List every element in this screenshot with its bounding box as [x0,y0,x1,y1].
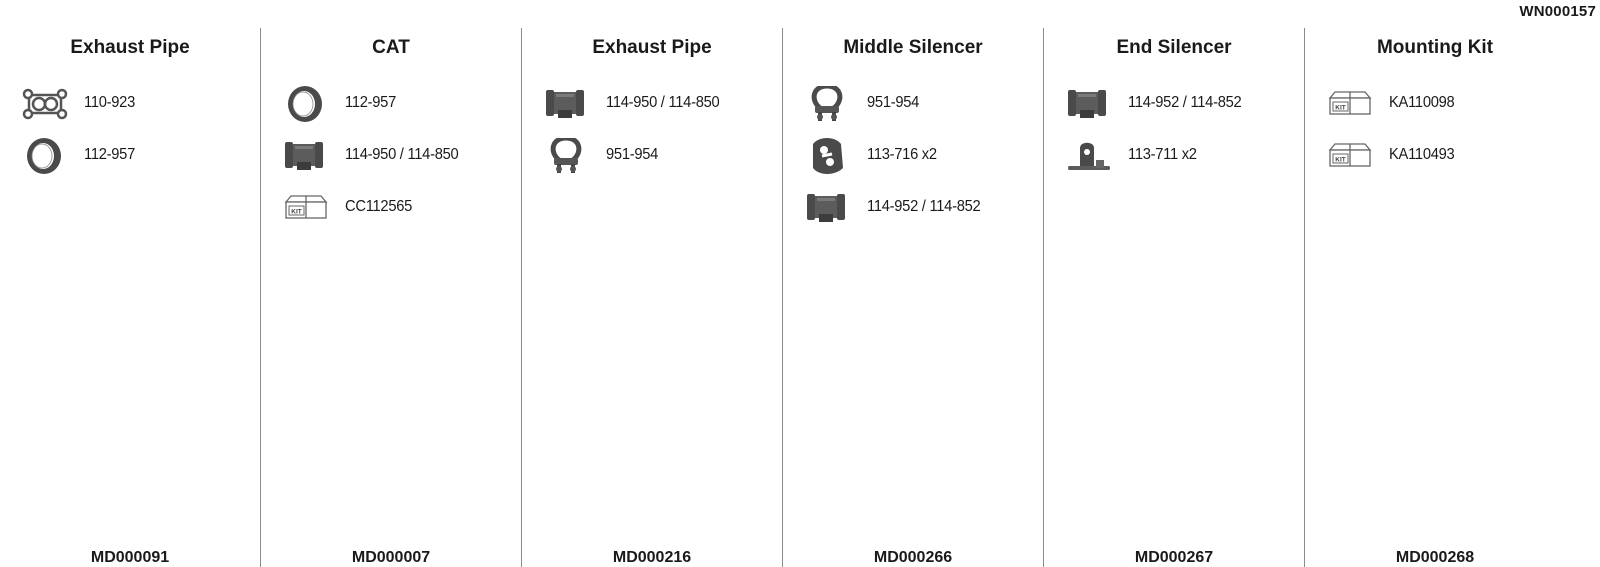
sleeve-clamp-icon [283,138,329,174]
part-item [0,138,260,190]
part-item [783,86,1043,138]
column-code: MD000216 [612,549,692,566]
part-item [1305,86,1565,138]
part-column [260,28,521,567]
column-title: CAT [372,37,410,58]
part-item [261,138,521,190]
u-clamp-icon [544,138,590,174]
column-title: End Silencer [1116,37,1232,58]
column-code: MD000007 [351,549,431,566]
part-columns [0,28,1600,567]
parts-list [1305,86,1565,190]
part-number: CC112565 [345,198,413,215]
part-column [521,28,782,567]
mounting-bracket-icon [1066,138,1112,174]
sleeve-clamp-icon [1066,86,1112,122]
kit-box-icon [1327,138,1373,174]
column-title: Exhaust Pipe [70,37,190,58]
document-id: WN000157 [1519,3,1596,20]
part-number: 112-957 [345,94,397,111]
part-number: 951-954 [606,146,659,163]
parts-list [261,86,521,242]
part-number: 114-950 / 114-850 [606,94,720,111]
part-number: 114-950 / 114-850 [345,146,459,163]
part-item [1044,86,1304,138]
ring-icon [283,86,329,122]
part-column [0,28,260,567]
part-number: 951-954 [867,94,920,111]
part-item [783,190,1043,242]
svg-text:KIT: KIT [291,208,302,216]
column-title: Middle Silencer [843,37,983,58]
part-column [1304,28,1565,567]
column-code: MD000266 [873,549,953,566]
kit-box-icon [283,190,329,226]
kit-box-icon [1327,86,1373,122]
part-item [261,86,521,138]
part-number: KA110493 [1389,146,1455,163]
gasket-icon [22,86,68,122]
part-number: KA110098 [1389,94,1455,111]
part-item [261,190,521,242]
parts-list [783,86,1043,242]
part-item [1044,138,1304,190]
sleeve-clamp-icon [805,190,851,226]
part-item [522,138,782,190]
part-number: 113-716 x2 [867,146,937,163]
column-code: MD000091 [90,549,170,566]
part-number: 110-923 [84,94,136,111]
part-number: 114-952 / 114-852 [1128,94,1242,111]
u-clamp-icon [805,86,851,122]
parts-list [522,86,782,190]
part-item [783,138,1043,190]
part-number: 112-957 [84,146,136,163]
rubber-hanger-icon [805,138,851,174]
column-code: MD000268 [1395,549,1475,566]
part-column [782,28,1043,567]
column-code: MD000267 [1134,549,1214,566]
part-number: 113-711 x2 [1128,146,1197,163]
part-column [1043,28,1304,567]
parts-list [0,86,260,190]
column-title: Mounting Kit [1376,37,1494,58]
part-item [0,86,260,138]
ring-icon [22,138,68,174]
part-item [522,86,782,138]
part-number: 114-952 / 114-852 [867,198,981,215]
svg-text:KIT: KIT [1335,104,1346,112]
svg-text:KIT: KIT [1335,156,1346,164]
sleeve-clamp-icon [544,86,590,122]
column-title: Exhaust Pipe [592,37,712,58]
parts-list [1044,86,1304,190]
part-item [1305,138,1565,190]
